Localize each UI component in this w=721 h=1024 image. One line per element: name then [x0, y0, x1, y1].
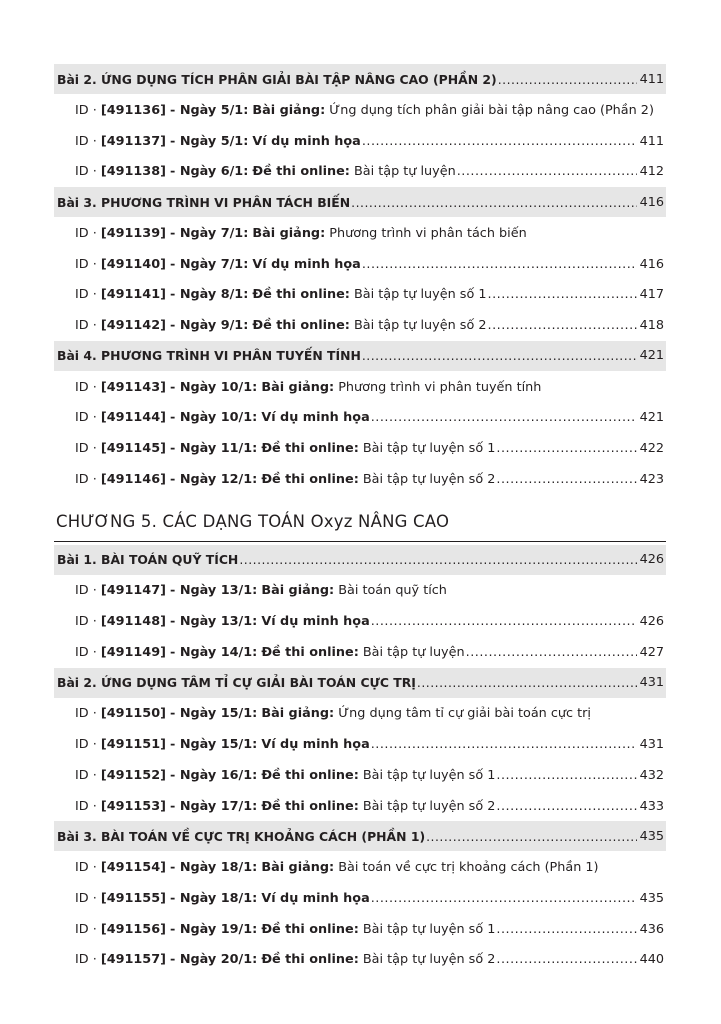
item-type: Đề thi online:	[261, 644, 359, 660]
dot-leader	[371, 891, 637, 906]
item-type: Ví dụ minh họa	[252, 256, 361, 272]
lesson-item-row[interactable]	[54, 852, 666, 883]
item-id: [491144]	[100, 410, 166, 426]
item-id: [491136]	[100, 102, 166, 118]
lesson-item-row[interactable]	[54, 126, 666, 157]
dot-leader	[239, 552, 636, 567]
lesson-item-row[interactable]	[54, 760, 666, 791]
item-id: [491137]	[100, 133, 166, 149]
id-prefix: ID ·	[75, 583, 97, 599]
item-id: [491142]	[100, 317, 166, 333]
item-date: - Ngày 18/1:	[170, 860, 258, 876]
dot-leader	[371, 410, 637, 425]
id-prefix: ID ·	[75, 379, 97, 395]
dot-leader	[496, 952, 636, 967]
item-type: Đề thi online:	[261, 471, 359, 487]
item-type: Bài giảng:	[261, 379, 335, 395]
item-type: Ví dụ minh họa	[261, 737, 370, 753]
item-id: [491157]	[100, 952, 166, 968]
lesson-item-row[interactable]	[54, 218, 666, 249]
page-number: 431	[639, 675, 664, 691]
item-type: Đề thi online:	[261, 798, 359, 814]
lesson-title: Bài 3. BÀI TOÁN VỀ CỰC TRỊ KHOẢNG CÁCH (PHẦN 1)	[57, 828, 426, 844]
item-id: [491154]	[100, 860, 166, 876]
dot-leader	[496, 799, 636, 814]
chapter-heading: CHƯƠNG 5. CÁC DẠNG TOÁN Oxyz NÂNG CAO	[54, 495, 666, 542]
item-description: Bài tập tự luyện số 1	[354, 287, 487, 303]
dot-leader	[496, 472, 636, 487]
lesson-title: Bài 3. PHƯƠNG TRÌNH VI PHÂN TÁCH BIẾN	[57, 194, 351, 210]
item-date: - Ngày 8/1:	[170, 287, 249, 303]
item-id: [491150]	[100, 706, 166, 722]
id-prefix: ID ·	[75, 614, 97, 630]
item-date: - Ngày 14/1:	[170, 644, 258, 660]
page-number: 421	[639, 410, 664, 426]
lesson-item-row[interactable]	[54, 606, 666, 637]
dot-leader	[371, 737, 637, 752]
lesson-item-row[interactable]	[54, 372, 666, 403]
item-id: [491138]	[100, 164, 166, 180]
dot-leader	[426, 829, 636, 844]
id-prefix: ID ·	[75, 860, 97, 876]
dot-leader	[351, 195, 636, 210]
id-prefix: ID ·	[75, 471, 97, 487]
item-description: Bài toán quỹ tích	[338, 583, 447, 599]
item-id: [491140]	[100, 256, 166, 272]
item-date: - Ngày 7/1:	[170, 225, 249, 241]
item-date: - Ngày 11/1:	[170, 441, 258, 457]
item-date: - Ngày 15/1:	[170, 706, 258, 722]
item-id: [491139]	[100, 225, 166, 241]
id-prefix: ID ·	[75, 410, 97, 426]
dot-leader	[457, 164, 637, 179]
page-number: 421	[639, 348, 664, 364]
dot-leader	[466, 645, 637, 660]
lesson-row[interactable]	[54, 187, 666, 217]
lesson-row[interactable]	[54, 821, 666, 851]
item-description: Bài tập tự luyện số 2	[354, 317, 487, 333]
lesson-item-row[interactable]	[54, 914, 666, 945]
page-number: 416	[639, 256, 664, 272]
page-number: 426	[639, 614, 664, 630]
item-type: Ví dụ minh họa	[261, 614, 370, 630]
page-number: 422	[639, 441, 664, 457]
item-date: - Ngày 17/1:	[170, 798, 258, 814]
lesson-item-row[interactable]	[54, 403, 666, 434]
item-description: Bài tập tự luyện	[354, 164, 456, 180]
page-number: 412	[639, 164, 664, 180]
item-id: [491151]	[100, 737, 166, 753]
item-type: Bài giảng:	[252, 102, 326, 118]
lesson-item-row[interactable]	[54, 729, 666, 760]
item-date: - Ngày 13/1:	[170, 614, 258, 630]
item-description: Bài toán về cực trị khoảng cách (Phần 1)	[338, 860, 599, 876]
dot-leader	[496, 768, 636, 783]
item-type: Đề thi online:	[261, 767, 359, 783]
dot-leader	[488, 318, 637, 333]
page-number: 411	[639, 133, 664, 149]
page-number: 427	[639, 644, 664, 660]
item-type: Bài giảng:	[261, 583, 335, 599]
id-prefix: ID ·	[75, 798, 97, 814]
item-description: Bài tập tự luyện số 1	[362, 441, 496, 457]
dot-leader	[362, 348, 637, 363]
dot-leader	[498, 72, 637, 87]
item-description: Bài tập tự luyện số 1	[362, 767, 496, 783]
item-type: Bài giảng:	[261, 706, 335, 722]
item-type: Ví dụ minh họa	[261, 890, 370, 906]
lesson-item-row[interactable]	[54, 576, 666, 607]
page-number: 435	[639, 890, 664, 906]
lesson-item-row[interactable]	[54, 791, 666, 822]
item-type: Đề thi online:	[261, 952, 359, 968]
id-prefix: ID ·	[75, 706, 97, 722]
page-number: 416	[639, 194, 664, 210]
lesson-item-row[interactable]	[54, 156, 666, 187]
item-description: Bài tập tự luyện số 1	[362, 921, 496, 937]
item-id: [491152]	[100, 767, 166, 783]
page-number: 411	[639, 71, 664, 87]
item-id: [491141]	[100, 287, 166, 303]
item-date: - Ngày 10/1:	[170, 410, 258, 426]
lesson-title: Bài 2. ỨNG DỤNG TÍCH PHÂN GIẢI BÀI TẬP NÂNG CAO (PHẦN 2)	[57, 71, 497, 87]
dot-leader	[496, 441, 636, 456]
page-number: 440	[639, 952, 664, 968]
item-id: [491149]	[100, 644, 166, 660]
dot-leader	[371, 614, 637, 629]
item-description: Bài tập tự luyện	[362, 644, 465, 660]
item-description: Bài tập tự luyện số 2	[362, 798, 496, 814]
page-number: 432	[639, 767, 664, 783]
item-type: Đề thi online:	[252, 317, 350, 333]
item-date: - Ngày 5/1:	[170, 102, 249, 118]
id-prefix: ID ·	[75, 287, 97, 303]
item-type: Ví dụ minh họa	[261, 410, 370, 426]
item-date: - Ngày 20/1:	[170, 952, 258, 968]
id-prefix: ID ·	[75, 164, 97, 180]
lesson-item-row[interactable]	[54, 95, 666, 126]
item-date: - Ngày 10/1:	[170, 379, 258, 395]
id-prefix: ID ·	[75, 441, 97, 457]
item-id: [491145]	[100, 441, 166, 457]
item-id: [491147]	[100, 583, 166, 599]
item-date: - Ngày 13/1:	[170, 583, 258, 599]
item-description: Ứng dụng tâm tỉ cự giải bài toán cực trị	[338, 706, 591, 722]
id-prefix: ID ·	[75, 737, 97, 753]
lesson-title: Bài 2. ỨNG DỤNG TÂM TỈ CỰ GIẢI BÀI TOÁN CỰC TRỊ	[57, 675, 416, 691]
item-date: - Ngày 12/1:	[170, 471, 258, 487]
id-prefix: ID ·	[75, 225, 97, 241]
table-of-contents	[54, 64, 666, 975]
lesson-row[interactable]	[54, 668, 666, 698]
id-prefix: ID ·	[75, 890, 97, 906]
item-type: Đề thi online:	[261, 441, 359, 457]
id-prefix: ID ·	[75, 317, 97, 333]
item-type: Bài giảng:	[252, 225, 326, 241]
item-type: Đề thi online:	[261, 921, 359, 937]
page-number: 431	[639, 737, 664, 753]
id-prefix: ID ·	[75, 952, 97, 968]
page-number: 426	[639, 552, 664, 568]
lesson-item-row[interactable]	[54, 249, 666, 280]
lesson-row[interactable]	[54, 341, 666, 371]
item-date: - Ngày 5/1:	[170, 133, 249, 149]
lesson-item-row[interactable]	[54, 279, 666, 310]
item-date: - Ngày 19/1:	[170, 921, 258, 937]
page-number: 435	[639, 828, 664, 844]
dot-leader	[496, 922, 636, 937]
item-id: [491143]	[100, 379, 166, 395]
item-description: Phương trình vi phân tách biến	[329, 225, 527, 241]
lesson-title: Bài 1. BÀI TOÁN QUỸ TÍCH	[57, 552, 239, 568]
lesson-item-row[interactable]	[54, 310, 666, 341]
lesson-item-row[interactable]	[54, 637, 666, 668]
item-id: [491155]	[100, 890, 166, 906]
dot-leader	[362, 134, 637, 149]
item-id: [491146]	[100, 471, 166, 487]
item-id: [491153]	[100, 798, 166, 814]
item-date: - Ngày 9/1:	[170, 317, 249, 333]
page-number: 417	[639, 287, 664, 303]
item-type: Ví dụ minh họa	[252, 133, 361, 149]
dot-leader	[417, 675, 637, 690]
lesson-row[interactable]	[54, 64, 666, 94]
lesson-item-row[interactable]	[54, 883, 666, 914]
item-id: [491148]	[100, 614, 166, 630]
item-date: - Ngày 7/1:	[170, 256, 249, 272]
dot-leader	[488, 287, 637, 302]
lesson-item-row[interactable]	[54, 699, 666, 730]
lesson-item-row[interactable]	[54, 944, 666, 975]
id-prefix: ID ·	[75, 133, 97, 149]
id-prefix: ID ·	[75, 256, 97, 272]
id-prefix: ID ·	[75, 102, 97, 118]
item-description: Bài tập tự luyện số 2	[362, 952, 496, 968]
item-type: Đề thi online:	[252, 287, 350, 303]
id-prefix: ID ·	[75, 767, 97, 783]
item-description: Phương trình vi phân tuyến tính	[338, 379, 542, 395]
item-type: Bài giảng:	[261, 860, 335, 876]
item-date: - Ngày 15/1:	[170, 737, 258, 753]
page-number: 433	[639, 798, 664, 814]
page-number: 418	[639, 317, 664, 333]
lesson-row[interactable]	[54, 545, 666, 575]
item-date: - Ngày 18/1:	[170, 890, 258, 906]
lesson-item-row[interactable]	[54, 464, 666, 495]
id-prefix: ID ·	[75, 921, 97, 937]
page-number: 436	[639, 921, 664, 937]
page-number: 423	[639, 471, 664, 487]
lesson-title: Bài 4. PHƯƠNG TRÌNH VI PHÂN TUYẾN TÍNH	[57, 348, 361, 364]
item-date: - Ngày 16/1:	[170, 767, 258, 783]
item-description: Bài tập tự luyện số 2	[362, 471, 496, 487]
item-description: Ứng dụng tích phân giải bài tập nâng cao (Phần 2)	[329, 102, 654, 118]
item-date: - Ngày 6/1:	[170, 164, 249, 180]
item-type: Đề thi online:	[252, 164, 350, 180]
item-id: [491156]	[100, 921, 166, 937]
lesson-item-row[interactable]	[54, 433, 666, 464]
id-prefix: ID ·	[75, 644, 97, 660]
dot-leader	[362, 257, 637, 272]
